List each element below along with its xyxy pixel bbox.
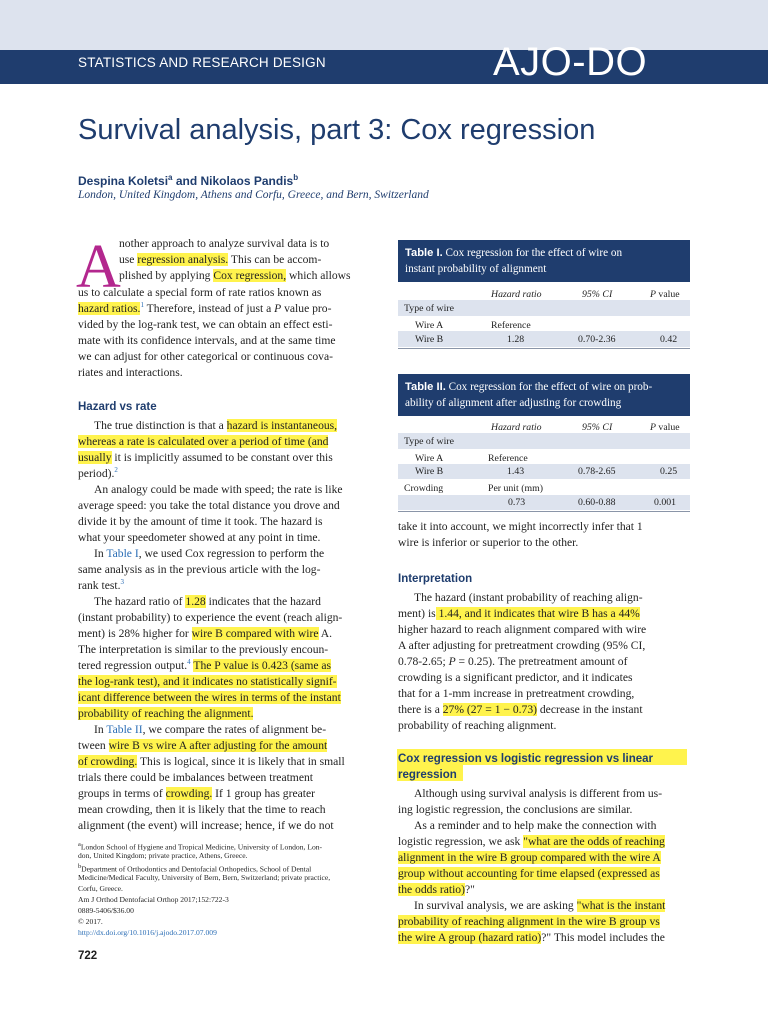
body-line: The true distinction is that a hazard is instantaneous, bbox=[94, 419, 338, 432]
highlight: whereas a rate is calculated over a period of time (and bbox=[78, 435, 329, 448]
table-2-cell: Per unit (mm) bbox=[488, 483, 543, 494]
highlight: probability of reaching the alignment. bbox=[78, 707, 254, 720]
body-line: 0.78-2.65; P = 0.25). The pretreatment amount of bbox=[398, 655, 628, 668]
body-line: same analysis as in the previous article with the log- bbox=[78, 563, 321, 576]
highlight: the wire A group (hazard ratio) bbox=[398, 931, 542, 944]
author-1-affil-mark: a bbox=[168, 173, 173, 182]
table-2-cell: 0.73 bbox=[508, 497, 526, 508]
highlight: alignment in the wire B group compared with the wire A bbox=[398, 851, 661, 864]
citation-link[interactable]: 4 bbox=[187, 658, 191, 667]
body-line: ing logistic regression, the conclusions are similar. bbox=[398, 803, 633, 816]
author-list bbox=[78, 173, 298, 188]
table-2-cell: 0.001 bbox=[654, 497, 677, 508]
body-line: there is a 27% (27 = 1 − 0.73) decrease in the instant bbox=[398, 703, 643, 716]
body-line: tween wire B vs wire A after adjusting for the amount bbox=[78, 739, 328, 752]
footnote-line: Medicine/Medical Faculty, University of Bern, Bern, Switzerland; private practice, bbox=[78, 873, 331, 882]
body-line: what your speedometer showed at any point in time. bbox=[78, 531, 321, 544]
body-line: the wire A group (hazard ratio)?" This model includes the bbox=[398, 931, 665, 944]
highlight: wire B compared with wire bbox=[191, 627, 319, 640]
body-line: alignment (the event) will increase; hence, if we do not bbox=[78, 819, 334, 832]
body-line: crowding is a significant predictor, and it indicates bbox=[398, 671, 633, 684]
body-line: groups in terms of crowding. If 1 group has greater bbox=[78, 787, 315, 800]
body-line: The hazard ratio of 1.28 indicates that the hazard bbox=[94, 595, 321, 608]
table-1-row-label: Wire B bbox=[415, 334, 444, 345]
highlight: Cox regression, bbox=[213, 269, 287, 282]
highlight: of crowding. bbox=[78, 755, 138, 768]
body-line: that for a 1-mm increase in pretreatment crowding, bbox=[398, 687, 635, 700]
highlight: the odds ratio) bbox=[398, 883, 465, 896]
table-2-cell: 0.60-0.88 bbox=[578, 497, 616, 508]
table-2-cell: Reference bbox=[488, 453, 528, 464]
citation-info: Am J Orthod Dentofacial Orthop 2017;152:722-3 bbox=[78, 895, 229, 904]
table-1-header-p: P value bbox=[650, 289, 680, 300]
intro-line: mate with its confidence intervals, and at the same time bbox=[78, 334, 336, 347]
highlight: "what is the instant bbox=[576, 899, 666, 912]
body-line: mean crowding, then it is likely that the time to reach bbox=[78, 803, 326, 816]
body-line: logistic regression, we ask "what are the odds of reaching bbox=[398, 835, 665, 848]
intro-line: us to calculate a special form of rate ratios known as bbox=[78, 286, 322, 299]
table-2-bottom-rule bbox=[398, 511, 690, 512]
table-2-row-label: Crowding bbox=[404, 483, 444, 494]
copyright: © 2017. bbox=[78, 917, 103, 926]
author-2: Nikolaos Pandis bbox=[200, 174, 294, 188]
table-1-cell: Reference bbox=[491, 320, 531, 331]
table-2-group: Type of wire bbox=[404, 436, 454, 447]
highlight: The P value is 0.423 (same as bbox=[193, 659, 332, 672]
footnote-line: don, United Kingdom; private practice, Athens, Greece. bbox=[78, 851, 248, 860]
table-2-cell: 0.78-2.65 bbox=[578, 466, 616, 477]
body-line: trials there could be imbalances between treatment bbox=[78, 771, 313, 784]
highlight: usually bbox=[78, 451, 112, 464]
table-2-row-label: Wire B bbox=[415, 466, 444, 477]
intro-line: plished by applying Cox regression, which allows bbox=[119, 269, 351, 282]
intro-line: use regression analysis. This can be accom- bbox=[119, 253, 322, 266]
intro-line: hazard ratios.$^1$ Therefore, instead of just a P value pro- bbox=[78, 301, 332, 315]
highlight: wire B vs wire A after adjusting for the amount bbox=[108, 739, 328, 752]
footnote-line: $^b$Department of Orthodontics and Dentofacial Orthopedics, School of Dental bbox=[78, 863, 312, 874]
table-1-bottom-rule bbox=[398, 348, 690, 349]
table-2-caption: Table II. Cox regression for the effect of wire on prob- ability of alignment after adjusting for crowding bbox=[398, 374, 690, 416]
table-1-cell: 0.42 bbox=[660, 334, 678, 345]
body-line: take it into account, we might incorrectly infer that 1 bbox=[398, 520, 643, 533]
body-line: As a reminder and to help make the connection with bbox=[414, 819, 657, 832]
table-1-link[interactable]: Table I bbox=[106, 547, 139, 560]
body-line: Although using survival analysis is different from us- bbox=[414, 787, 663, 800]
intro-line: vided by the log-rank test, we can obtain an effect esti- bbox=[78, 318, 333, 331]
article-title: Survival analysis, part 3: Cox regression bbox=[78, 114, 596, 146]
section-heading-cox: regression bbox=[398, 769, 457, 781]
highlight: the log-rank test), and it indicates no statistically signif- bbox=[78, 675, 337, 688]
body-line: ment) is 28% higher for wire B compared with wire A. bbox=[78, 627, 333, 640]
body-line: A after adjusting for pretreatment crowding (95% CI, bbox=[398, 639, 646, 652]
citation-link[interactable]: 3 bbox=[120, 578, 124, 587]
body-line: (instant probability) to experience the event (reach align- bbox=[78, 611, 343, 624]
author-2-affil-mark: b bbox=[293, 173, 299, 182]
page-number: 722 bbox=[78, 950, 98, 962]
body-line: of crowding. This is logical, since it is likely that in small bbox=[78, 755, 345, 768]
footnote-line: Corfu, Greece. bbox=[78, 884, 123, 893]
intro-line: we can adjust for other categorical or continuous cova- bbox=[78, 350, 333, 363]
table-1-cell: 1.28 bbox=[507, 334, 525, 345]
price-code: 0889-5406/$36.00 bbox=[78, 906, 134, 915]
body-line: An analogy could be made with speed; the rate is like bbox=[94, 483, 343, 496]
doi-link[interactable]: http://dx.doi.org/10.1016/j.ajodo.2017.07.009 bbox=[78, 928, 217, 937]
body-line bbox=[78, 690, 341, 706]
body-line bbox=[398, 866, 660, 882]
section-heading-hazard: Hazard vs rate bbox=[78, 401, 157, 413]
body-line: usually it is implicitly assumed to be constant over this bbox=[78, 451, 333, 464]
table-1-label: Table I. bbox=[405, 247, 443, 259]
highlight: 1.44, and it indicates that wire B has a 44% bbox=[435, 607, 640, 620]
highlight: group without accounting for time elapsed (expressed as bbox=[398, 867, 660, 880]
body-line: In survival analysis, we are asking "what is the instant bbox=[414, 899, 666, 912]
table-1-group: Type of wire bbox=[404, 303, 454, 314]
table-2-cell: 1.43 bbox=[507, 466, 525, 477]
table-1-cell: 0.70-2.36 bbox=[578, 334, 616, 345]
section-heading-interpretation: Interpretation bbox=[398, 573, 473, 585]
body-line bbox=[398, 914, 660, 930]
author-1: Despina Koletsi bbox=[78, 174, 169, 188]
citation-link[interactable]: 1 bbox=[140, 301, 144, 310]
highlight: hazard is instantaneous, bbox=[226, 419, 338, 432]
body-line: higher hazard to reach alignment compared with wire bbox=[398, 623, 647, 636]
table-2-link[interactable]: Table II bbox=[106, 723, 143, 736]
body-line: divide it by the amount of time it took. The hazard is bbox=[78, 515, 323, 528]
table-1-caption: Table I. Cox regression for the effect of wire on instant probability of alignment bbox=[398, 240, 690, 282]
table-2-label: Table II. bbox=[405, 381, 446, 393]
body-line: tered regression output.$^4$ The P value is 0.423 (same as bbox=[78, 658, 332, 672]
citation-link[interactable]: 2 bbox=[114, 466, 118, 475]
highlight: icant difference between the wires in terms of the instant bbox=[78, 691, 341, 704]
author-affiliations: London, United Kingdom, Athens and Corfu, Greece, and Bern, Switzerland bbox=[78, 189, 429, 201]
body-line: In Table II, we compare the rates of alignment be- bbox=[94, 723, 327, 736]
table-2-row-band bbox=[398, 495, 690, 510]
author-conjunction: and bbox=[172, 174, 201, 188]
drop-cap: A bbox=[76, 233, 121, 301]
body-line bbox=[78, 674, 337, 690]
body-line: average speed: you take the total distance you drove and bbox=[78, 499, 340, 512]
body-line: wire is inferior or superior to the other. bbox=[398, 536, 579, 549]
highlight: crowding. bbox=[165, 787, 213, 800]
intro-line: riates and interactions. bbox=[78, 366, 183, 379]
intro-line: nother approach to analyze survival data is to bbox=[119, 237, 330, 250]
table-2-header-hr: Hazard ratio bbox=[491, 422, 542, 433]
body-line: In Table I, we used Cox regression to perform the bbox=[94, 547, 325, 560]
section-label: STATISTICS AND RESEARCH DESIGN bbox=[78, 55, 326, 70]
footnote-line: $^a$London School of Hygiene and Tropical Medicine, University of London, Lon- bbox=[78, 841, 323, 852]
table-2-header-p: P value bbox=[650, 422, 680, 433]
body-line: The interpretation is similar to the previously encoun- bbox=[78, 643, 329, 656]
body-line: ment) is 1.44, and it indicates that wire B has a 44% bbox=[398, 607, 640, 620]
body-line: rank test.$^3$ bbox=[78, 578, 124, 592]
table-2-row-label: Wire A bbox=[415, 453, 444, 464]
highlight: 1.28 bbox=[185, 595, 206, 608]
body-line: the odds ratio)?" bbox=[398, 883, 475, 896]
body-line bbox=[78, 434, 328, 450]
table-1-header-ci: 95% CI bbox=[582, 289, 613, 300]
body-line bbox=[398, 850, 661, 866]
table-2-header-ci: 95% CI bbox=[582, 422, 613, 433]
table-2-cell: 0.25 bbox=[660, 466, 678, 477]
body-line bbox=[78, 706, 253, 722]
table-1-row-label: Wire A bbox=[415, 320, 444, 331]
body-line: probability of reaching alignment. bbox=[398, 719, 557, 732]
highlight: hazard ratios. bbox=[78, 302, 141, 315]
body-line: The hazard (instant probability of reaching align- bbox=[414, 591, 643, 604]
highlight: "what are the odds of reaching bbox=[523, 835, 665, 848]
highlight: probability of reaching alignment in the wire B group vs bbox=[398, 915, 660, 928]
highlight: regression analysis. bbox=[137, 253, 229, 266]
highlight: 27% (27 = 1 − 0.73) bbox=[442, 703, 537, 716]
section-heading-cox: Cox regression vs logistic regression vs linear bbox=[398, 753, 654, 765]
journal-logo: AJO-DO bbox=[493, 40, 648, 84]
body-line: period).$^2$ bbox=[78, 466, 118, 480]
table-1-header-hr: Hazard ratio bbox=[491, 289, 542, 300]
header-top-band bbox=[0, 0, 768, 50]
